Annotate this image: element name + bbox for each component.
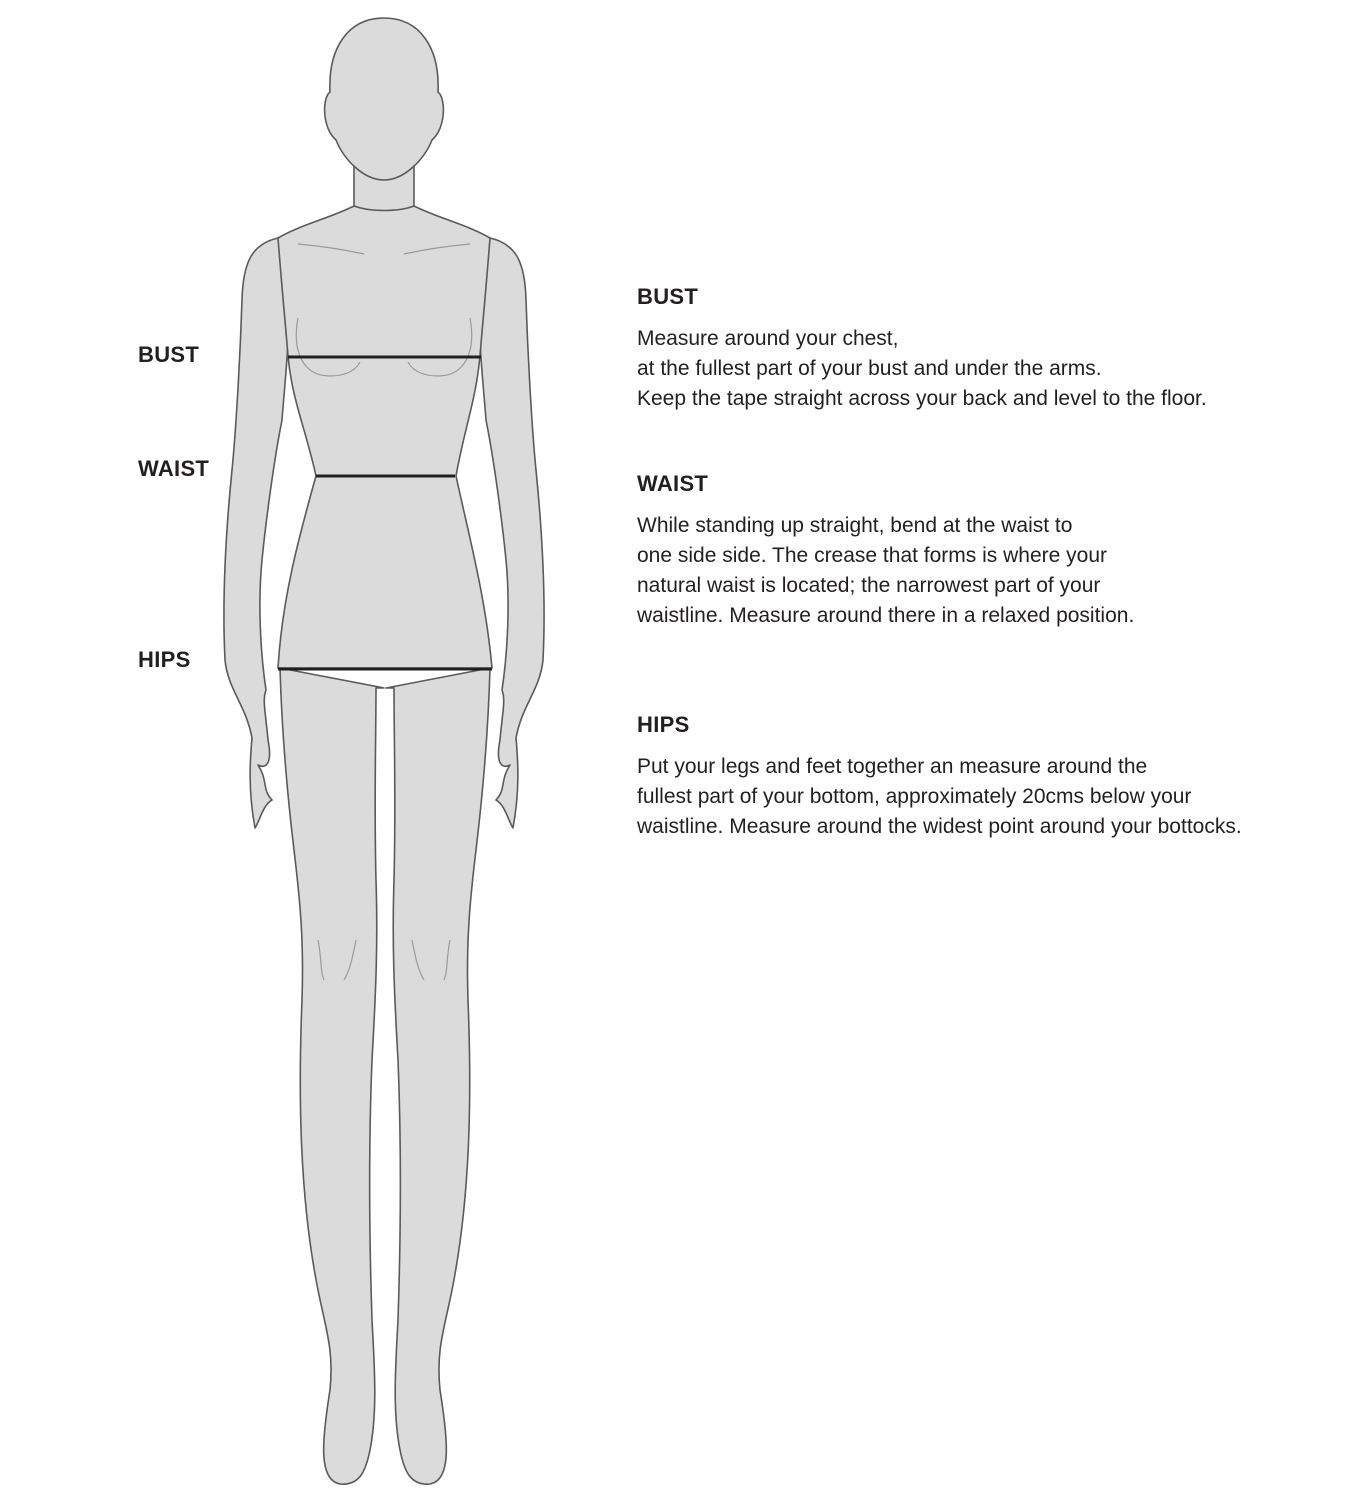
torso [278,206,492,668]
right-arm [480,238,544,828]
waist-text-line: natural waist is located; the narrowest part of your [637,574,1101,597]
right-leg [386,668,490,1484]
hips-text-line: fullest part of your bottom, approximately 20cms below your [637,785,1192,808]
bust-text-line: at the fullest part of your bust and under the arms. [637,357,1102,380]
left-arm [224,238,288,828]
hips-section [637,712,1337,842]
bust-text-line: Keep the tape straight across your back and level to the floor. [637,387,1207,410]
bust-text-line: Measure around your chest, [637,327,899,350]
head [325,18,444,180]
hips-text-line: Put your legs and feet together an measure around the [637,755,1148,778]
waist-label: WAIST [138,456,210,481]
bust-section [637,284,1337,414]
waist-text-line: one side side. The crease that forms is where your [637,544,1108,567]
bust-label: BUST [138,342,200,367]
bust-heading: BUST [637,284,699,309]
waist-text-line: waistline. Measure around there in a relaxed position. [637,604,1135,627]
waist-text-line: While standing up straight, bend at the waist to [637,514,1073,537]
waist-section [637,471,1337,631]
waist-heading: WAIST [637,471,709,496]
hips-heading: HIPS [637,712,690,737]
left-leg [280,668,384,1484]
hips-text-line: waistline. Measure around the widest point around your bottocks. [637,815,1242,838]
hips-label: HIPS [138,647,191,672]
